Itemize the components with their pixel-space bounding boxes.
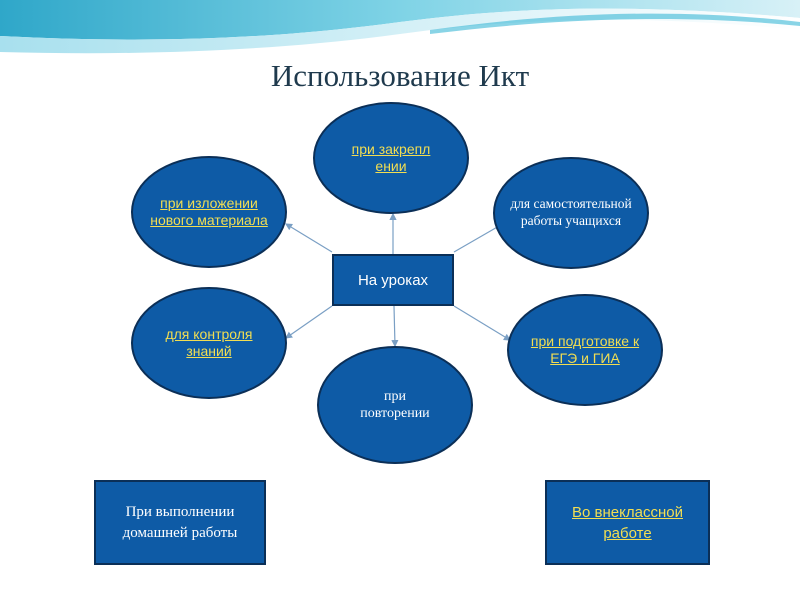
node-consolidation-label[interactable]: при закреплении bbox=[351, 140, 431, 174]
node-exam-prep bbox=[507, 294, 663, 406]
box-extracurricular-label[interactable]: Во внеклассной работе bbox=[572, 503, 683, 542]
page-title: Использование Икт bbox=[270, 58, 530, 93]
node-knowledge-control-label[interactable]: для контроля знаний bbox=[165, 325, 253, 359]
connector-control bbox=[286, 306, 332, 338]
box-homework-label: При выполнении домашней работы bbox=[122, 503, 238, 541]
node-exam-prep-label[interactable]: при подготовке к ЕГЭ и ГИА bbox=[530, 332, 640, 366]
node-consolidation bbox=[313, 102, 469, 214]
node-new-material bbox=[131, 156, 287, 268]
node-knowledge-control bbox=[131, 287, 287, 399]
node-repetition-label: при повторении bbox=[360, 388, 430, 421]
connector-repetition bbox=[394, 306, 395, 346]
node-repetition bbox=[317, 346, 473, 464]
node-new-material-label[interactable]: при изложении нового материала bbox=[150, 194, 268, 228]
node-independent-work bbox=[493, 157, 649, 269]
connector-exam bbox=[454, 306, 510, 340]
connector-new-material bbox=[286, 224, 332, 252]
box-homework bbox=[94, 480, 266, 565]
node-independent-work-label: для самостоятельной работы учащихся bbox=[510, 196, 632, 228]
box-extracurricular bbox=[545, 480, 710, 565]
center-node-label: На уроках bbox=[357, 271, 429, 289]
center-node bbox=[332, 254, 454, 306]
